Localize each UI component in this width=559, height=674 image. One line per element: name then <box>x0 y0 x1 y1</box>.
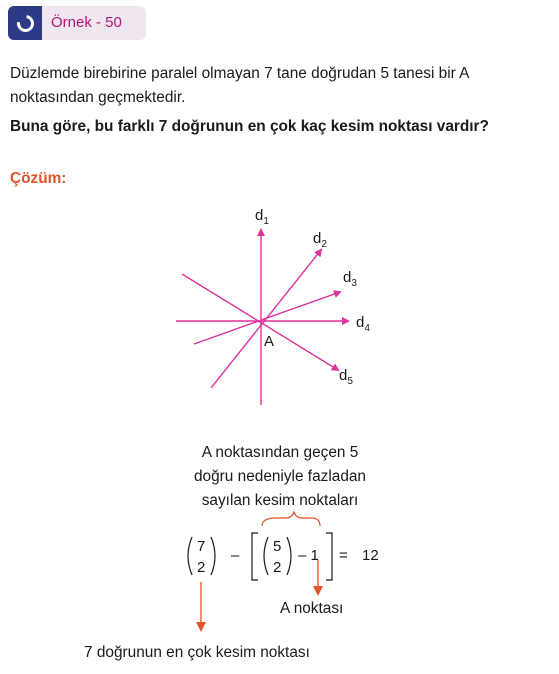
label-d4: $d_4$ <box>356 314 370 334</box>
arrowhead-point <box>313 586 323 596</box>
binomial-bottom-2b: 2 <box>273 559 282 576</box>
max-intersections-label: 7 doğrunun en çok kesim noktası <box>84 644 310 661</box>
label-d1: $d_1$ <box>255 207 269 227</box>
label-d3: $d_3$ <box>343 269 357 289</box>
brace <box>262 512 320 526</box>
binomial-top-7: 7 <box>197 538 206 555</box>
binomial-top-5: 5 <box>273 538 282 555</box>
solution-title: Çözüm: <box>10 170 67 187</box>
arrowhead-max <box>196 622 206 632</box>
problem-question: Buna göre, bu farklı 7 doğrunun en çok kaç kesim noktası vardır? <box>10 118 489 135</box>
minus-sign: – <box>231 547 240 564</box>
line-d5 <box>182 274 338 370</box>
problem-statement: Düzlemde birebirine paralel olmayan 7 tane doğrudan 5 tanesi bir A noktasından geçmektedir. <box>10 65 469 106</box>
extra-points-note: A noktasından geçen 5 doğru nedeniyle fazladan sayılan kesim noktaları <box>194 444 366 509</box>
a-point-label: A noktası <box>280 600 344 617</box>
equals-sign: = <box>339 547 348 564</box>
minus-one: – 1 <box>298 547 319 564</box>
example-label: Örnek - 50 <box>51 14 122 31</box>
binomial-bottom-2: 2 <box>197 559 206 576</box>
label-d5: $d_5$ <box>339 367 353 387</box>
label-point-a: A <box>264 333 275 350</box>
label-d2: $d_2$ <box>313 230 327 250</box>
result-value: 12 <box>362 547 379 564</box>
